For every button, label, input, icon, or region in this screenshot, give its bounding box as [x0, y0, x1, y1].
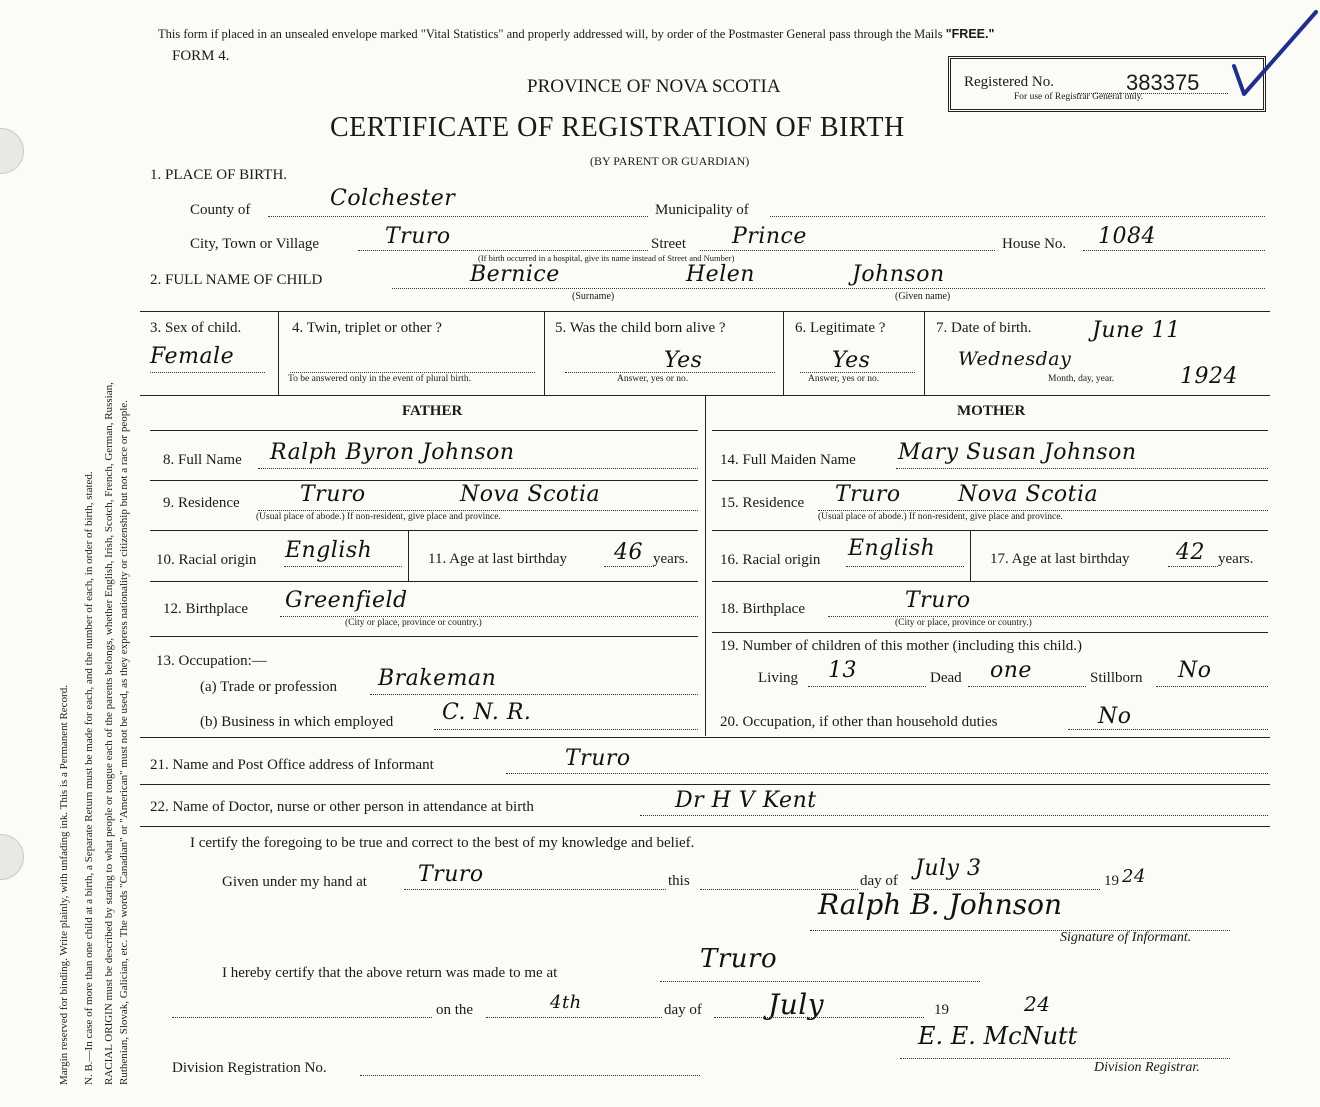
mother-residence-province: Nova Scotia	[958, 482, 1099, 507]
mother-row-rule-5	[712, 632, 1268, 633]
living-value: 13	[828, 658, 857, 683]
business-line	[434, 729, 698, 730]
punch-hole-bottom	[0, 834, 24, 880]
margin-note-racial-cont: Ruthenian, Slovak, Galician, etc. The words "Canadian" or "American" must not be used, as they express nationality or citizenship but not a race or people.	[118, 400, 130, 1085]
trade-line	[370, 694, 698, 695]
mother-age-value: 42	[1176, 540, 1205, 565]
mother-race-divider	[970, 531, 971, 581]
father-age-label: 11. Age at last birthday	[428, 551, 567, 567]
mother-residence-label: 15. Residence	[720, 495, 805, 511]
mother-residence-town: Truro	[835, 482, 901, 507]
city-label: City, Town or Village	[190, 236, 320, 252]
sex-value: Female	[150, 344, 235, 369]
child-surname-value: Bernice	[470, 262, 560, 287]
mother-name-value: Mary Susan Johnson	[898, 440, 1137, 465]
mother-occupation-value: No	[1098, 704, 1132, 729]
mother-birthplace-note: (City or place, province or country.)	[895, 618, 1032, 628]
row3-divider-3	[783, 312, 784, 395]
mother-birthplace-label: 18. Birthplace	[720, 601, 805, 617]
row3-divider-4	[924, 312, 925, 395]
father-residence-province: Nova Scotia	[460, 482, 601, 507]
county-line	[268, 216, 648, 217]
registrar-line	[900, 1058, 1230, 1059]
stillborn-label: Stillborn	[1090, 670, 1143, 686]
father-row-rule-1	[150, 430, 698, 431]
province-title: PROVINCE OF NOVA SCOTIA	[527, 76, 781, 97]
dob-note: Month, day, year.	[1048, 374, 1115, 384]
mother-residence-line	[818, 510, 1268, 511]
children-label: 19. Number of children of this mother (including this child.)	[720, 638, 1083, 654]
informant-line	[506, 773, 1268, 774]
mother-occupation-line	[1068, 729, 1268, 730]
mother-race-line	[846, 566, 964, 567]
mother-row-rule-1	[712, 430, 1268, 431]
informant-label: 21. Name and Post Office address of Informant	[150, 757, 434, 773]
street-line	[700, 250, 995, 251]
day-of-value: July 3	[915, 856, 982, 881]
mother-race-value: English	[848, 536, 936, 561]
twin-label: 4. Twin, triplet or other ?	[292, 320, 442, 336]
return-place-value: Truro	[700, 944, 778, 974]
given-name-note: (Given name)	[895, 291, 951, 302]
doctor-value: Dr H V Kent	[675, 788, 817, 813]
on-the-label: on the	[436, 1002, 474, 1018]
father-birthplace-line	[280, 616, 698, 617]
division-registration-label: Division Registration No.	[172, 1060, 327, 1076]
municipality-line	[770, 216, 1265, 217]
alive-label: 5. Was the child born alive ?	[555, 320, 726, 336]
given-under-label: Given under my hand at	[222, 874, 367, 890]
sex-label: 3. Sex of child.	[150, 320, 242, 336]
trade-value: Brakeman	[378, 666, 497, 691]
row3-top-rule	[140, 311, 1270, 312]
city-line	[358, 250, 648, 251]
mother-residence-note: (Usual place of abode.) If non-resident, give place and province.	[818, 512, 1063, 522]
father-birthplace-value: Greenfield	[285, 588, 408, 613]
margin-note-racial: RACIAL ORIGIN must be described by stating to what people or tongue each of the parents belongs, whether English, Irish, Scotch, French, German, Russian,	[103, 382, 115, 1085]
dead-label: Dead	[930, 670, 962, 686]
registered-number: 383375	[1126, 70, 1200, 95]
parents-split	[705, 396, 706, 736]
on-the-pre-line	[172, 1017, 432, 1018]
doctor-line	[640, 815, 1268, 816]
legitimate-value: Yes	[832, 348, 871, 373]
year-prefix: 19	[1104, 873, 1119, 889]
sex-line	[150, 372, 265, 373]
street-label: Street	[651, 236, 686, 252]
child-middle-value: Helen	[686, 262, 755, 287]
dob-label: 7. Date of birth.	[936, 320, 1032, 336]
dob-year: 1924	[1180, 364, 1238, 389]
dob-weekday: Wednesday	[958, 348, 1072, 370]
doctor-rule	[140, 826, 1270, 827]
mother-race-label: 16. Racial origin	[720, 552, 821, 568]
given-place-line	[404, 889, 666, 890]
father-years: years.	[653, 551, 689, 567]
mother-occupation-label: 20. Occupation, if other than household duties	[720, 714, 998, 730]
row3-divider-2	[544, 312, 545, 395]
registered-note: For use of Registrar General only.	[1014, 92, 1144, 102]
doctor-label: 22. Name of Doctor, nurse or other person in attendance at birth	[150, 799, 534, 815]
child-name-label: 2. FULL NAME OF CHILD	[150, 272, 323, 288]
dead-line	[968, 686, 1086, 687]
father-race-line	[284, 566, 402, 567]
business-value: C. N. R.	[442, 700, 532, 725]
mother-heading: MOTHER	[957, 403, 1026, 419]
row3-divider-1	[278, 312, 279, 395]
occupation-label: 13. Occupation:—	[156, 653, 267, 669]
informant-signature: Ralph B. Johnson	[818, 888, 1063, 921]
alive-note: Answer, yes or no.	[617, 374, 689, 384]
legitimate-label: 6. Legitimate ?	[795, 320, 886, 336]
certificate-title: CERTIFICATE OF REGISTRATION OF BIRTH	[330, 112, 905, 143]
house-line	[1083, 250, 1265, 251]
mother-age-line	[1168, 566, 1218, 567]
twin-line	[290, 372, 535, 373]
father-heading: FATHER	[402, 403, 463, 419]
return-text: I hereby certify that the above return was made to me at	[222, 965, 558, 981]
on-day-line	[486, 1017, 662, 1018]
mother-row-rule-3	[712, 530, 1268, 531]
day-of-label-2: day of	[664, 1002, 702, 1018]
on-day-value: 4th	[550, 992, 582, 1013]
father-birthplace-note: (City or place, province or country.)	[345, 618, 482, 628]
dob-month-day: June 11	[1092, 318, 1181, 343]
mother-name-label: 14. Full Maiden Name	[720, 452, 856, 468]
business-label: (b) Business in which employed	[200, 714, 394, 730]
this-label: this	[668, 873, 690, 889]
dead-value: one	[990, 658, 1032, 683]
margin-note-nb: N. B.—In case of more than one child at a birth, a Separate Return must be made for each, and the number of each, in order of birth, stated.	[83, 471, 95, 1085]
father-age-value: 46	[614, 540, 643, 565]
mother-birthplace-line	[828, 616, 1268, 617]
father-residence-note: (Usual place of abode.) If non-resident, give place and province.	[256, 512, 501, 522]
mail-notice	[158, 27, 994, 42]
municipality-label: Municipality of	[655, 202, 749, 218]
margin-note-binding: Margin reserved for binding. Write plainly, with unfading ink. This is a Permanent Record.	[58, 685, 70, 1085]
stillborn-line	[1156, 686, 1268, 687]
on-month-value: July	[768, 988, 825, 1021]
father-row-rule-2	[150, 480, 698, 481]
county-value: Colchester	[330, 186, 456, 211]
signature-label: Signature of Informant.	[1060, 930, 1192, 945]
check-mark-icon	[1230, 8, 1320, 100]
street-value: Prince	[732, 224, 807, 249]
mail-notice-text: This form if placed in an unsealed envelope marked "Vital Statistics" and properly addressed will, by order of the Postmaster General pass through the Mails	[158, 27, 943, 41]
mother-row-rule-4	[712, 581, 1268, 582]
father-residence-town: Truro	[300, 482, 366, 507]
twin-note: To be answered only in the event of plural birth.	[288, 374, 471, 384]
house-label: House No.	[1002, 236, 1067, 252]
on-year-prefix: 19	[934, 1002, 949, 1018]
father-race-value: English	[285, 538, 373, 563]
county-label: County of	[190, 202, 251, 218]
informant-top-rule	[140, 737, 1270, 738]
free-label: "FREE."	[945, 27, 995, 41]
certificate-subtitle: (BY PARENT OR GUARDIAN)	[590, 154, 750, 168]
father-name-label: 8. Full Name	[163, 452, 242, 468]
mother-birthplace-value: Truro	[905, 588, 971, 613]
punch-hole-top	[0, 128, 24, 174]
trade-label: (a) Trade or profession	[200, 679, 338, 695]
father-name-line	[258, 468, 698, 469]
legitimate-note: Answer, yes or no.	[808, 374, 880, 384]
living-label: Living	[758, 670, 798, 686]
registrar-signature: E. E. McNutt	[918, 1022, 1078, 1050]
father-row-rule-3	[150, 530, 698, 531]
stillborn-value: No	[1178, 658, 1212, 683]
year-value: 24	[1122, 866, 1146, 887]
father-birthplace-label: 12. Birthplace	[163, 601, 248, 617]
father-race-label: 10. Racial origin	[156, 552, 257, 568]
division-registration-line	[360, 1075, 700, 1076]
alive-value: Yes	[664, 348, 703, 373]
informant-rule	[140, 784, 1270, 785]
mother-age-label: 17. Age at last birthday	[990, 551, 1130, 567]
house-value: 1084	[1098, 224, 1156, 249]
division-registrar-label: Division Registrar.	[1094, 1060, 1200, 1075]
certify-text: I certify the foregoing to be true and correct to the best of my knowledge and belief.	[190, 835, 695, 851]
mother-row-rule-2	[712, 480, 1268, 481]
day-of-label: day of	[860, 873, 898, 889]
mother-years: years.	[1218, 551, 1254, 567]
informant-value: Truro	[565, 746, 631, 771]
father-name-value: Ralph Byron Johnson	[270, 440, 515, 465]
father-race-divider	[408, 531, 409, 581]
given-place-value: Truro	[418, 862, 484, 887]
hospital-note: (If birth occurred in a hospital, give its name instead of Street and Number)	[478, 253, 735, 263]
on-year-value: 24	[1024, 992, 1051, 1016]
city-value: Truro	[385, 224, 451, 249]
registered-label: Registered No.	[964, 74, 1054, 90]
living-line	[808, 686, 926, 687]
place-of-birth-label: 1. PLACE OF BIRTH.	[150, 167, 288, 183]
father-residence-line	[258, 510, 698, 511]
child-given-value: Johnson	[852, 262, 945, 287]
father-age-line	[604, 566, 654, 567]
surname-note: (Surname)	[572, 291, 615, 302]
father-row-rule-4	[150, 581, 698, 582]
mother-name-line	[896, 468, 1268, 469]
father-row-rule-5	[150, 636, 698, 637]
father-residence-label: 9. Residence	[163, 495, 240, 511]
return-place-line	[660, 981, 980, 982]
form-number: FORM 4.	[172, 48, 230, 64]
child-name-line	[392, 288, 1265, 289]
